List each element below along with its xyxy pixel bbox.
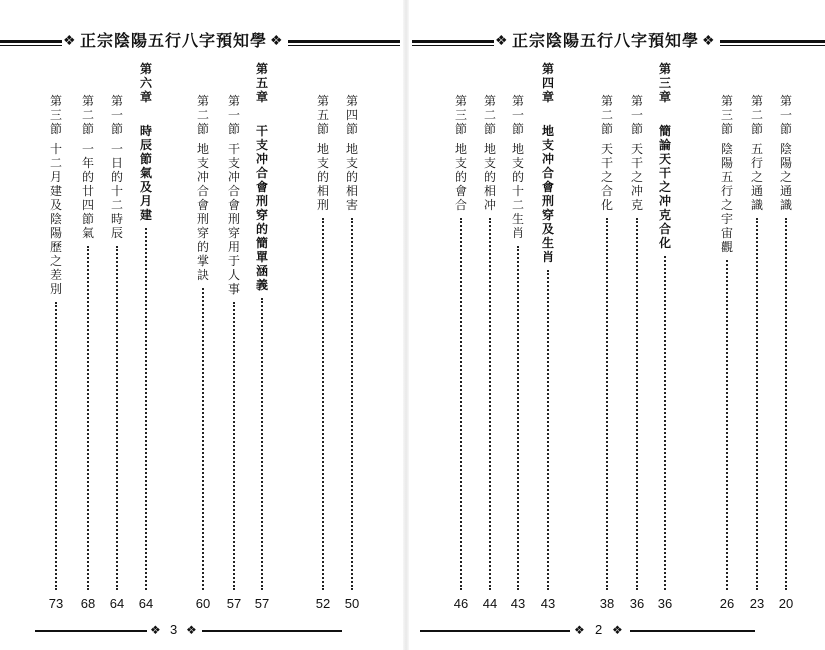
entry-title: 五行之通識 (750, 142, 763, 212)
toc-section[interactable] (80, 0, 96, 650)
toc-page-number: 73 (48, 596, 64, 611)
leader-dots (756, 218, 758, 590)
toc-page-number: 36 (657, 596, 673, 611)
entry-title: 陰陽之通識 (779, 142, 792, 212)
section-label: 第一節 (110, 94, 123, 136)
leader-dots (606, 218, 608, 590)
leader-dots (785, 218, 787, 590)
toc-section[interactable] (778, 0, 794, 650)
toc-page-number: 43 (540, 596, 556, 611)
toc-page-number: 46 (453, 596, 469, 611)
leader-dots (55, 302, 57, 590)
leader-dots (636, 218, 638, 590)
entry-title: 干支冲合會刑穿用于人事 (227, 142, 240, 296)
entry-title: 陰陽五行之宇宙觀 (720, 142, 733, 254)
leader-dots (202, 288, 204, 590)
ornament-icon: ❖ (702, 33, 715, 49)
entry-title: 地支的相冲 (483, 142, 496, 212)
leader-dots (517, 246, 519, 590)
leader-dots (322, 218, 324, 590)
toc-section[interactable] (749, 0, 765, 650)
header-rule (720, 40, 825, 43)
toc-section[interactable] (453, 0, 469, 650)
leader-dots (145, 228, 147, 590)
chapter-label: 第四章 (541, 62, 554, 104)
toc-page-number: 60 (195, 596, 211, 611)
entry-title: 一年的廿四節氣 (81, 142, 94, 240)
section-label: 第二節 (750, 94, 763, 136)
header-title: 正宗陰陽五行八字預知學 (512, 31, 700, 50)
entry-title: 地支的相害 (345, 142, 358, 212)
toc-page-number: 50 (344, 596, 360, 611)
footer-rule (630, 630, 755, 632)
toc-section[interactable] (510, 0, 526, 650)
section-label: 第二節 (196, 94, 209, 136)
leader-dots (261, 298, 263, 590)
entry-title: 時辰節氣及月建 (139, 124, 152, 222)
footer-rule (202, 630, 342, 632)
entry-title: 十二月建及陰陽歷之差別 (49, 142, 62, 296)
page-number: 3 (170, 622, 178, 637)
toc-page-number: 57 (254, 596, 270, 611)
leader-dots (351, 218, 353, 590)
section-label: 第二節 (600, 94, 613, 136)
toc-section[interactable] (719, 0, 735, 650)
entry-title: 地支的相刑 (316, 142, 329, 212)
entry-title: 地支的會合 (454, 142, 467, 212)
toc-section[interactable] (599, 0, 615, 650)
toc-section[interactable] (109, 0, 125, 650)
ornament-icon: ❖ (270, 33, 283, 49)
right-page (412, 0, 825, 650)
leader-dots (726, 260, 728, 590)
toc-page-number: 23 (749, 596, 765, 611)
section-label: 第一節 (511, 94, 524, 136)
leader-dots (116, 246, 118, 590)
page-footer (412, 622, 825, 640)
ornament-icon: ❖ (186, 623, 197, 637)
toc-section[interactable] (344, 0, 360, 650)
section-label: 第四節 (345, 94, 358, 136)
entry-title: 干支冲合會刑穿的簡單涵義 (255, 124, 268, 292)
left-page (0, 0, 400, 650)
toc-page-number: 38 (599, 596, 615, 611)
chapter-label: 第三章 (658, 62, 671, 104)
toc-section[interactable] (195, 0, 211, 650)
toc-chapter[interactable] (540, 0, 556, 650)
toc-chapter[interactable] (138, 0, 154, 650)
toc-section[interactable] (48, 0, 64, 650)
toc-section[interactable] (315, 0, 331, 650)
section-label: 第二節 (483, 94, 496, 136)
toc-page-number: 43 (510, 596, 526, 611)
footer-rule (35, 630, 147, 632)
entry-title: 地支冲合會刑穿的掌訣 (196, 142, 209, 282)
entry-title: 地支冲合會刑穿及生肖 (541, 124, 554, 264)
header-title: 正宗陰陽五行八字預知學 (80, 31, 268, 50)
ornament-icon: ❖ (495, 33, 508, 49)
entry-title: 一日的十二時辰 (110, 142, 123, 240)
toc-page-number: 57 (226, 596, 242, 611)
section-label: 第二節 (81, 94, 94, 136)
toc-page-number: 64 (138, 596, 154, 611)
section-label: 第一節 (630, 94, 643, 136)
leader-dots (489, 218, 491, 590)
toc-page-number: 64 (109, 596, 125, 611)
page-footer (0, 622, 400, 640)
toc-chapter[interactable] (657, 0, 673, 650)
book-spine (403, 0, 409, 650)
toc-page-number: 68 (80, 596, 96, 611)
entry-title: 地支的十二生肖 (511, 142, 524, 240)
chapter-label: 第五章 (255, 62, 268, 104)
section-label: 第三節 (49, 94, 62, 136)
leader-dots (233, 302, 235, 590)
ornament-icon: ❖ (63, 33, 76, 49)
leader-dots (460, 218, 462, 590)
toc-page-number: 44 (482, 596, 498, 611)
section-label: 第五節 (316, 94, 329, 136)
entry-title: 天干之冲克 (630, 142, 643, 212)
entry-title: 簡論天干之冲克合化 (658, 124, 671, 250)
toc-page-number: 36 (629, 596, 645, 611)
leader-dots (87, 246, 89, 590)
header-rule (720, 45, 825, 46)
toc-page-number: 20 (778, 596, 794, 611)
footer-rule (420, 630, 570, 632)
chapter-label: 第六章 (139, 62, 152, 104)
toc-section[interactable] (226, 0, 242, 650)
toc-page-number: 52 (315, 596, 331, 611)
toc-section[interactable] (629, 0, 645, 650)
section-label: 第三節 (720, 94, 733, 136)
toc-chapter[interactable] (254, 0, 270, 650)
leader-dots (664, 256, 666, 590)
page-number: 2 (595, 622, 603, 637)
leader-dots (547, 270, 549, 590)
ornament-icon: ❖ (574, 623, 585, 637)
toc-section[interactable] (482, 0, 498, 650)
section-label: 第一節 (779, 94, 792, 136)
section-label: 第三節 (454, 94, 467, 136)
ornament-icon: ❖ (612, 623, 623, 637)
ornament-icon: ❖ (150, 623, 161, 637)
toc-page-number: 26 (719, 596, 735, 611)
entry-title: 天干之合化 (600, 142, 613, 212)
section-label: 第一節 (227, 94, 240, 136)
